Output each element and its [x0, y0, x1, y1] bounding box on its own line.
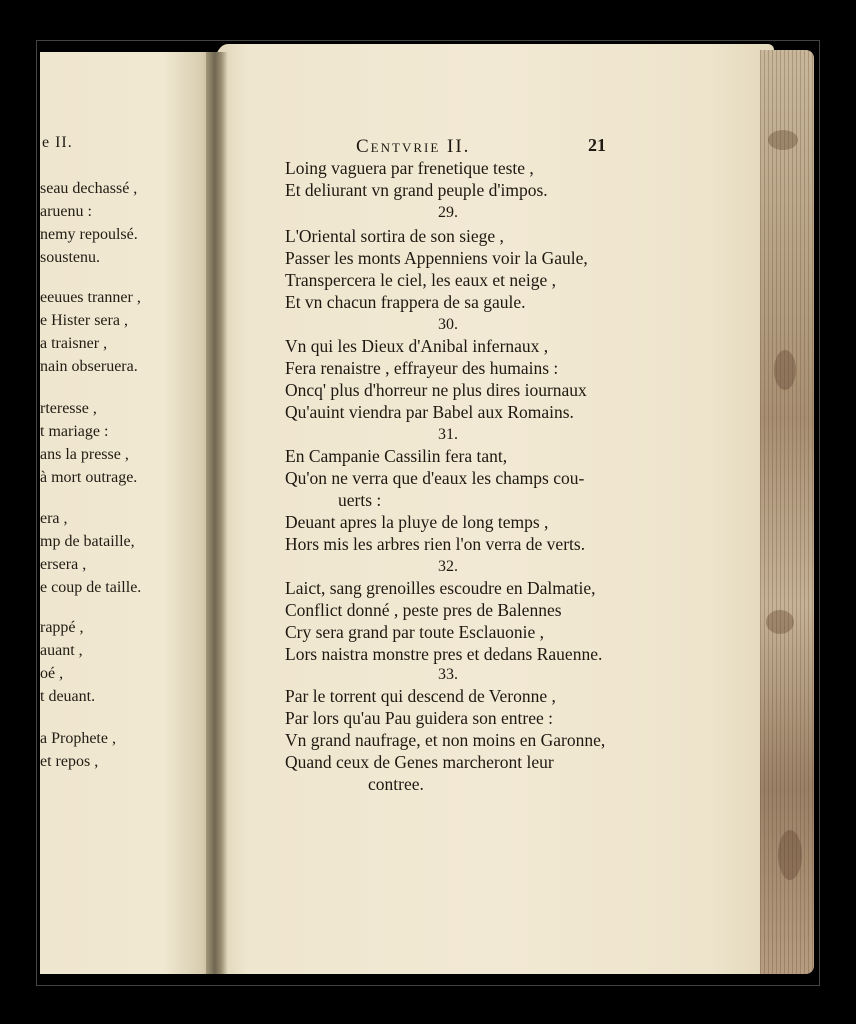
left-line: era , — [40, 510, 68, 527]
verse-line: Passer les monts Appenniens voir la Gaule, — [285, 248, 588, 268]
left-line: eeuues tranner , — [40, 289, 141, 306]
left-line: à mort outrage. — [40, 469, 138, 486]
verse-line: Lors naistra monstre pres et dedans Rauenne. — [285, 644, 603, 664]
verse-line: L'Oriental sortira de son siege , — [285, 226, 504, 246]
left-line: aruenu : — [40, 203, 92, 220]
left-line: rappé , — [40, 619, 84, 636]
left-line: nemy repoulsé. — [40, 226, 138, 243]
page-number: 21 — [588, 135, 606, 155]
left-running-head: e II. — [42, 134, 73, 151]
verse-line: Qu'auint viendra par Babel aux Romains. — [285, 402, 574, 422]
verse-line: Conflict donné , peste pres de Balennes — [285, 600, 562, 620]
left-line: oé , — [40, 665, 64, 682]
quatrain-number: 29. — [438, 204, 458, 221]
verse-line: Qu'on ne verra que d'eaux les champs cou- — [285, 468, 585, 488]
verse-line: uerts : — [338, 490, 382, 510]
left-line: e coup de taille. — [40, 579, 142, 596]
page-edges — [760, 50, 814, 974]
book-gutter — [206, 52, 228, 974]
left-page — [40, 52, 216, 974]
left-line: mp de bataille, — [40, 533, 135, 550]
verse-line: Laict, sang grenoilles escoudre en Dalmatie, — [285, 578, 596, 598]
left-line: soustenu. — [40, 249, 100, 266]
left-line: a Prophete , — [40, 730, 116, 747]
quatrain-number: 32. — [438, 558, 458, 575]
left-line: t mariage : — [40, 423, 109, 440]
verse-line: Loing vaguera par frenetique teste , — [285, 158, 534, 178]
verse-line: Vn grand naufrage, et non moins en Garonne, — [285, 730, 606, 750]
left-line: ersera , — [40, 556, 87, 573]
verse-line: Hors mis les arbres rien l'on verra de verts. — [285, 534, 586, 554]
running-head: Centvrie II. — [356, 136, 471, 157]
quatrain-number: 31. — [438, 426, 458, 443]
left-line: nain obseruera. — [40, 358, 138, 375]
left-line: rteresse , — [40, 400, 97, 417]
verse-line: Et deliurant vn grand peuple d'impos. — [285, 180, 548, 200]
verse-line: Deuant apres la pluye de long temps , — [285, 512, 549, 532]
verse-line: contree. — [368, 774, 424, 794]
left-line: auant , — [40, 642, 83, 659]
left-line: e Hister sera , — [40, 312, 128, 329]
verse-line: Quand ceux de Genes marcheront leur — [285, 752, 554, 772]
verse-line: Par le torrent qui descend de Veronne , — [285, 686, 556, 706]
left-line: seau dechassé , — [40, 180, 138, 197]
verse-line: Transpercera le ciel, les eaux et neige , — [285, 270, 556, 290]
left-line: t deuant. — [40, 688, 96, 705]
left-line: a traisner , — [40, 335, 108, 352]
verse-line: Vn qui les Dieux d'Anibal infernaux , — [285, 336, 549, 356]
quatrain-number: 33. — [438, 666, 458, 683]
verse-line: En Campanie Cassilin fera tant, — [285, 446, 508, 466]
left-line: et repos , — [40, 753, 99, 770]
left-line: ans la presse , — [40, 446, 129, 463]
verse-line: Et vn chacun frappera de sa gaule. — [285, 292, 526, 312]
verse-line: Fera renaistre , effrayeur des humains : — [285, 358, 559, 378]
verse-line: Par lors qu'au Pau guidera son entree : — [285, 708, 554, 728]
verse-line: Oncq' plus d'horreur ne plus dires iournaux — [285, 380, 587, 400]
verse-line: Cry sera grand par toute Esclauonie , — [285, 622, 545, 642]
quatrain-number: 30. — [438, 316, 458, 333]
